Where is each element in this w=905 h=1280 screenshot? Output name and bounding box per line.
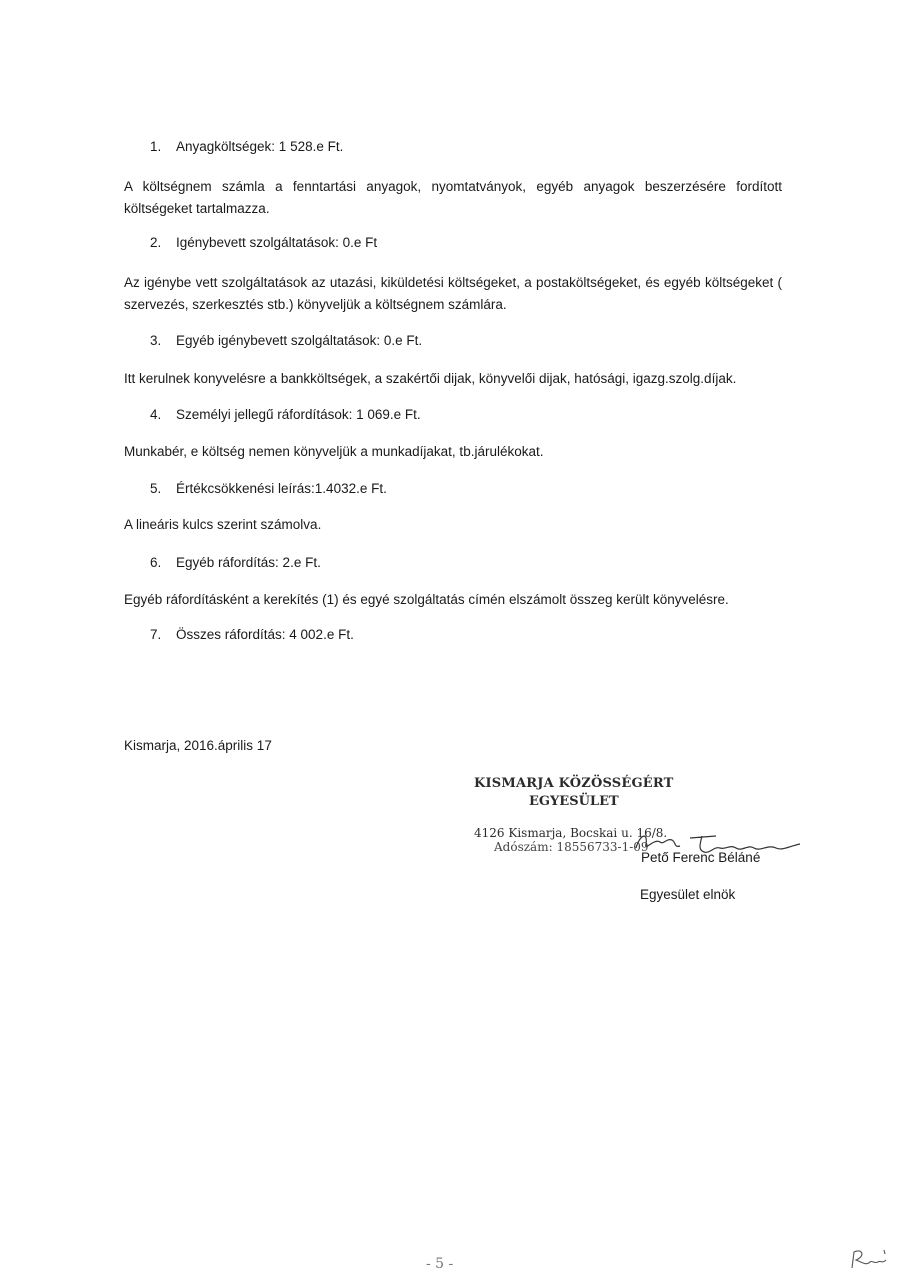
cost-item-2 [150, 234, 377, 252]
signer-role: Egyesület elnök [640, 887, 736, 902]
paragraph-2: Az igénybe vett szolgáltatások az utazási, kiküldetési költségeket, a postaköltségeket, és egyéb költségeket ( szervezés, szerkesztés stb.) könyveljük a költségnem számlára. [124, 275, 782, 312]
item-text: Egyéb ráfordítás: 2.e Ft. [176, 555, 321, 570]
place-and-date: Kismarja, 2016.április 17 [124, 738, 272, 753]
page-number: - 5 - [426, 1256, 454, 1272]
signer-name: Pető Ferenc Béláné [641, 850, 761, 865]
stamp-line-4: Adószám: 18556733-1-09 [494, 840, 649, 854]
stamp-line-3: 4126 Kismarja, Bocskai u. 16/8. [474, 826, 668, 840]
item-text: Személyi jellegű ráfordítások: 1 069.e Ft. [176, 407, 421, 422]
paragraph-5: A lineáris kulcs szerint számolva. [124, 517, 322, 532]
item-number: 1. [150, 139, 162, 154]
stamp-line-2: EGYESÜLET [529, 794, 619, 809]
cost-item-7 [150, 626, 354, 644]
handwritten-initials [848, 1246, 890, 1272]
item-number: 3. [150, 333, 162, 348]
item-number: 5. [150, 481, 162, 496]
item-text: Értékcsökkenési leírás:1.4032.e Ft. [176, 481, 387, 496]
item-text: Igénybevett szolgáltatások: 0.e Ft [176, 235, 378, 250]
item-number: 4. [150, 407, 162, 422]
paragraph-4: Munkabér, e költség nemen könyveljük a munkadíjakat, tb.járulékokat. [124, 444, 544, 459]
cost-item-5 [150, 480, 387, 498]
item-number: 7. [150, 627, 162, 642]
item-number: 6. [150, 555, 162, 570]
item-text: Összes ráfordítás: 4 002.e Ft. [176, 627, 354, 642]
cost-item-6 [150, 554, 321, 572]
cost-item-3 [150, 332, 422, 350]
paragraph-1: A költségnem számla a fenntartási anyagok, nyomtatványok, egyéb anyagok beszerzésére fordított költségeket tartalmazza. [124, 179, 782, 216]
cost-item-4 [150, 406, 421, 424]
item-number: 2. [150, 235, 162, 250]
item-text: Egyéb igénybevett szolgáltatások: 0.e Ft. [176, 333, 423, 348]
stamp-line-1: KISMARJA KÖZÖSSÉGÉRT [474, 776, 674, 791]
item-text: Anyagköltségek: 1 528.e Ft. [176, 139, 344, 154]
paragraph-6: Egyéb ráfordításként a kerekítés (1) és egyé szolgáltatás címén elszámolt összeg került könyvelésre. [124, 592, 729, 607]
cost-item-1 [150, 138, 343, 156]
paragraph-3: Itt kerulnek konyvelésre a bankköltségek, a szakértői dijak, könyvelői dijak, hatósági, igazg.szolg.díjak. [124, 371, 737, 386]
